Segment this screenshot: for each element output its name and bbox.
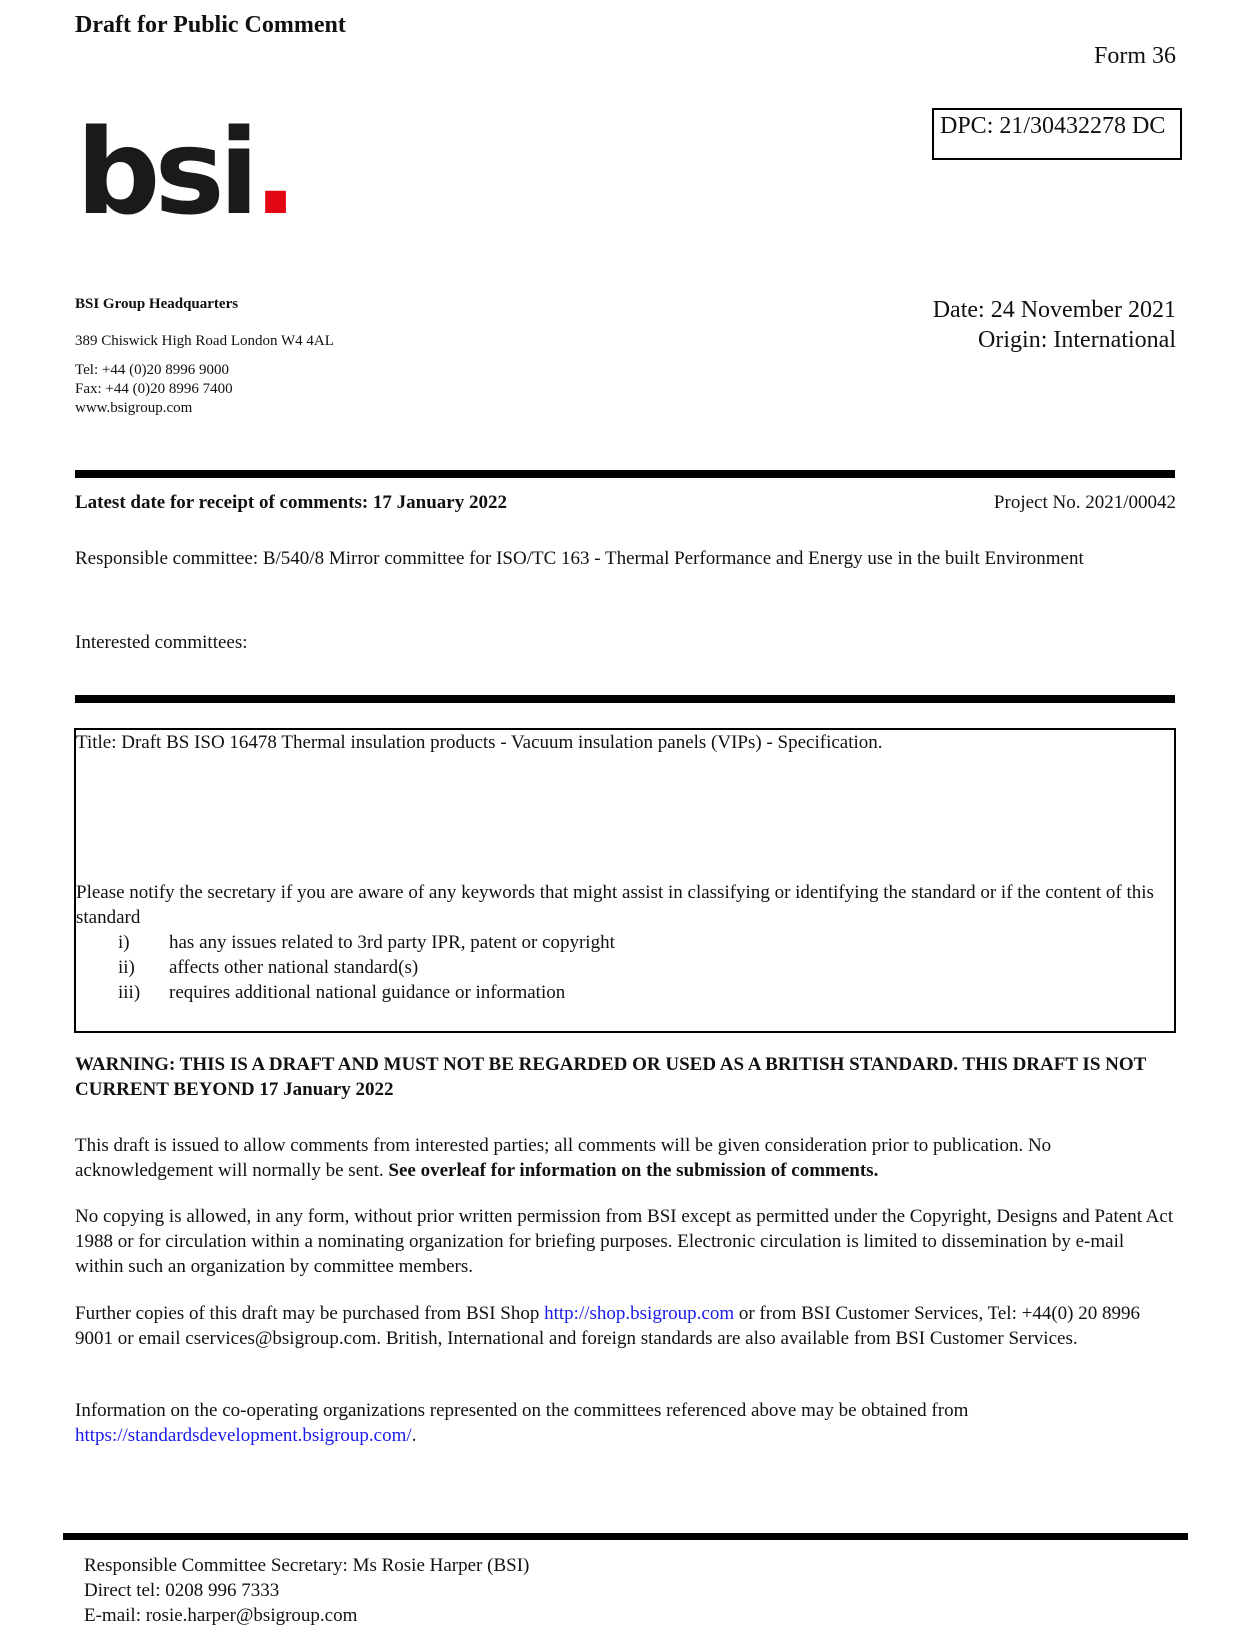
paragraph-draft-issued-text: This draft is issued to allow comments from interested parties; all comments will be given consideration prior to publication. No acknowledgement will normally be sent. xyxy=(75,1135,1052,1181)
shop-link[interactable]: http://shop.bsigroup.com xyxy=(544,1303,735,1324)
notify-list xyxy=(76,930,1166,1005)
further-copies-text: Further copies of this draft may be purchased from BSI Shop xyxy=(75,1303,545,1324)
list-item-text: requires additional national guidance or information xyxy=(169,982,566,1003)
overleaf-note: See overleaf for information on the submission of comments. xyxy=(388,1160,879,1181)
fax-number: Fax: +44 (0)20 8996 7400 xyxy=(75,381,233,397)
secretary-email: E-mail: rosie.harper@bsigroup.com xyxy=(84,1605,358,1626)
draft-title: Title: Draft BS ISO 16478 Thermal insulation products - Vacuum insulation panels (VIPs) - Specification. xyxy=(76,732,883,753)
list-item-number: i) xyxy=(118,932,130,953)
committee-secretary: Responsible Committee Secretary: Ms Rosie Harper (BSI) xyxy=(84,1555,530,1576)
list-item-text: has any issues related to 3rd party IPR, patent or copyright xyxy=(169,932,615,953)
top-divider xyxy=(75,470,1175,478)
list-item-text: affects other national standard(s) xyxy=(169,957,419,978)
list-item xyxy=(76,955,1166,980)
further-copies-text-cont: or from BSI Customer Services, Tel: +44(0) 20 8996 9001 or email cservices@bsigroup.com. British, International and foreign standards are also available from BSI Customer Services. xyxy=(75,1303,1140,1349)
footer-divider xyxy=(63,1533,1188,1540)
mid-divider xyxy=(75,695,1175,703)
website: www.bsigroup.com xyxy=(75,400,193,416)
list-item-number: ii) xyxy=(118,957,135,978)
list-item xyxy=(76,980,1166,1005)
title-box xyxy=(74,728,1176,1033)
project-number: Project No. 2021/00042 xyxy=(993,492,1176,513)
standards-development-link[interactable]: https://standardsdevelopment.bsigroup.com/ xyxy=(75,1425,412,1446)
paragraph-further-copies xyxy=(75,1301,1175,1351)
notify-paragraph: Please notify the secretary if you are aware of any keywords that might assist in classifying or identifying the standard or if the content of this standard xyxy=(76,882,1154,928)
paragraph-cooperating-orgs xyxy=(75,1398,1175,1448)
dpc-reference-box: DPC: 21/30432278 DC xyxy=(932,108,1182,160)
form-label: Form 36 xyxy=(1093,43,1176,69)
cooperating-orgs-text: Information on the co-operating organizations represented on the committees referenced above may be obtained from xyxy=(75,1400,969,1421)
paragraph-no-copying: No copying is allowed, in any form, without prior written permission from BSI except as permitted under the Copyright, Designs and Patent Act 1988 or for circulation within a nominating organization for briefing purposes. Electronic circulation is limited to dissemination by e-mail within such an organization by committee members. xyxy=(75,1206,1174,1277)
list-item xyxy=(76,930,1166,955)
draft-warning: WARNING: THIS IS A DRAFT AND MUST NOT BE REGARDED OR USED AS A BRITISH STANDARD. THIS DRAFT IS NOT CURRENT BEYOND 17 January 2022 xyxy=(75,1054,1146,1100)
street-address: 389 Chiswick High Road London W4 4AL xyxy=(75,333,334,349)
bsi-logo xyxy=(76,103,292,241)
interested-committees: Interested committees: xyxy=(75,632,248,653)
bsi-logo-dot: . xyxy=(253,103,292,241)
paragraph-draft-issued xyxy=(75,1133,1175,1183)
list-item-number: iii) xyxy=(118,982,141,1003)
responsible-committee: Responsible committee: B/540/8 Mirror committee for ISO/TC 163 - Thermal Performance and Energy use in the built Environment xyxy=(75,548,1084,569)
cooperating-orgs-period: . xyxy=(411,1425,417,1446)
bsi-logo-text: bsi xyxy=(76,103,254,241)
latest-date-comments: Latest date for receipt of comments: 17 January 2022 xyxy=(75,492,507,513)
org-name: BSI Group Headquarters xyxy=(75,296,239,312)
origin-line: Origin: International xyxy=(978,327,1176,353)
direct-tel: Direct tel: 0208 996 7333 xyxy=(84,1580,280,1601)
tel-number: Tel: +44 (0)20 8996 9000 xyxy=(75,362,230,378)
date-line: Date: 24 November 2021 xyxy=(932,297,1176,323)
draft-label: Draft for Public Comment xyxy=(75,12,346,38)
